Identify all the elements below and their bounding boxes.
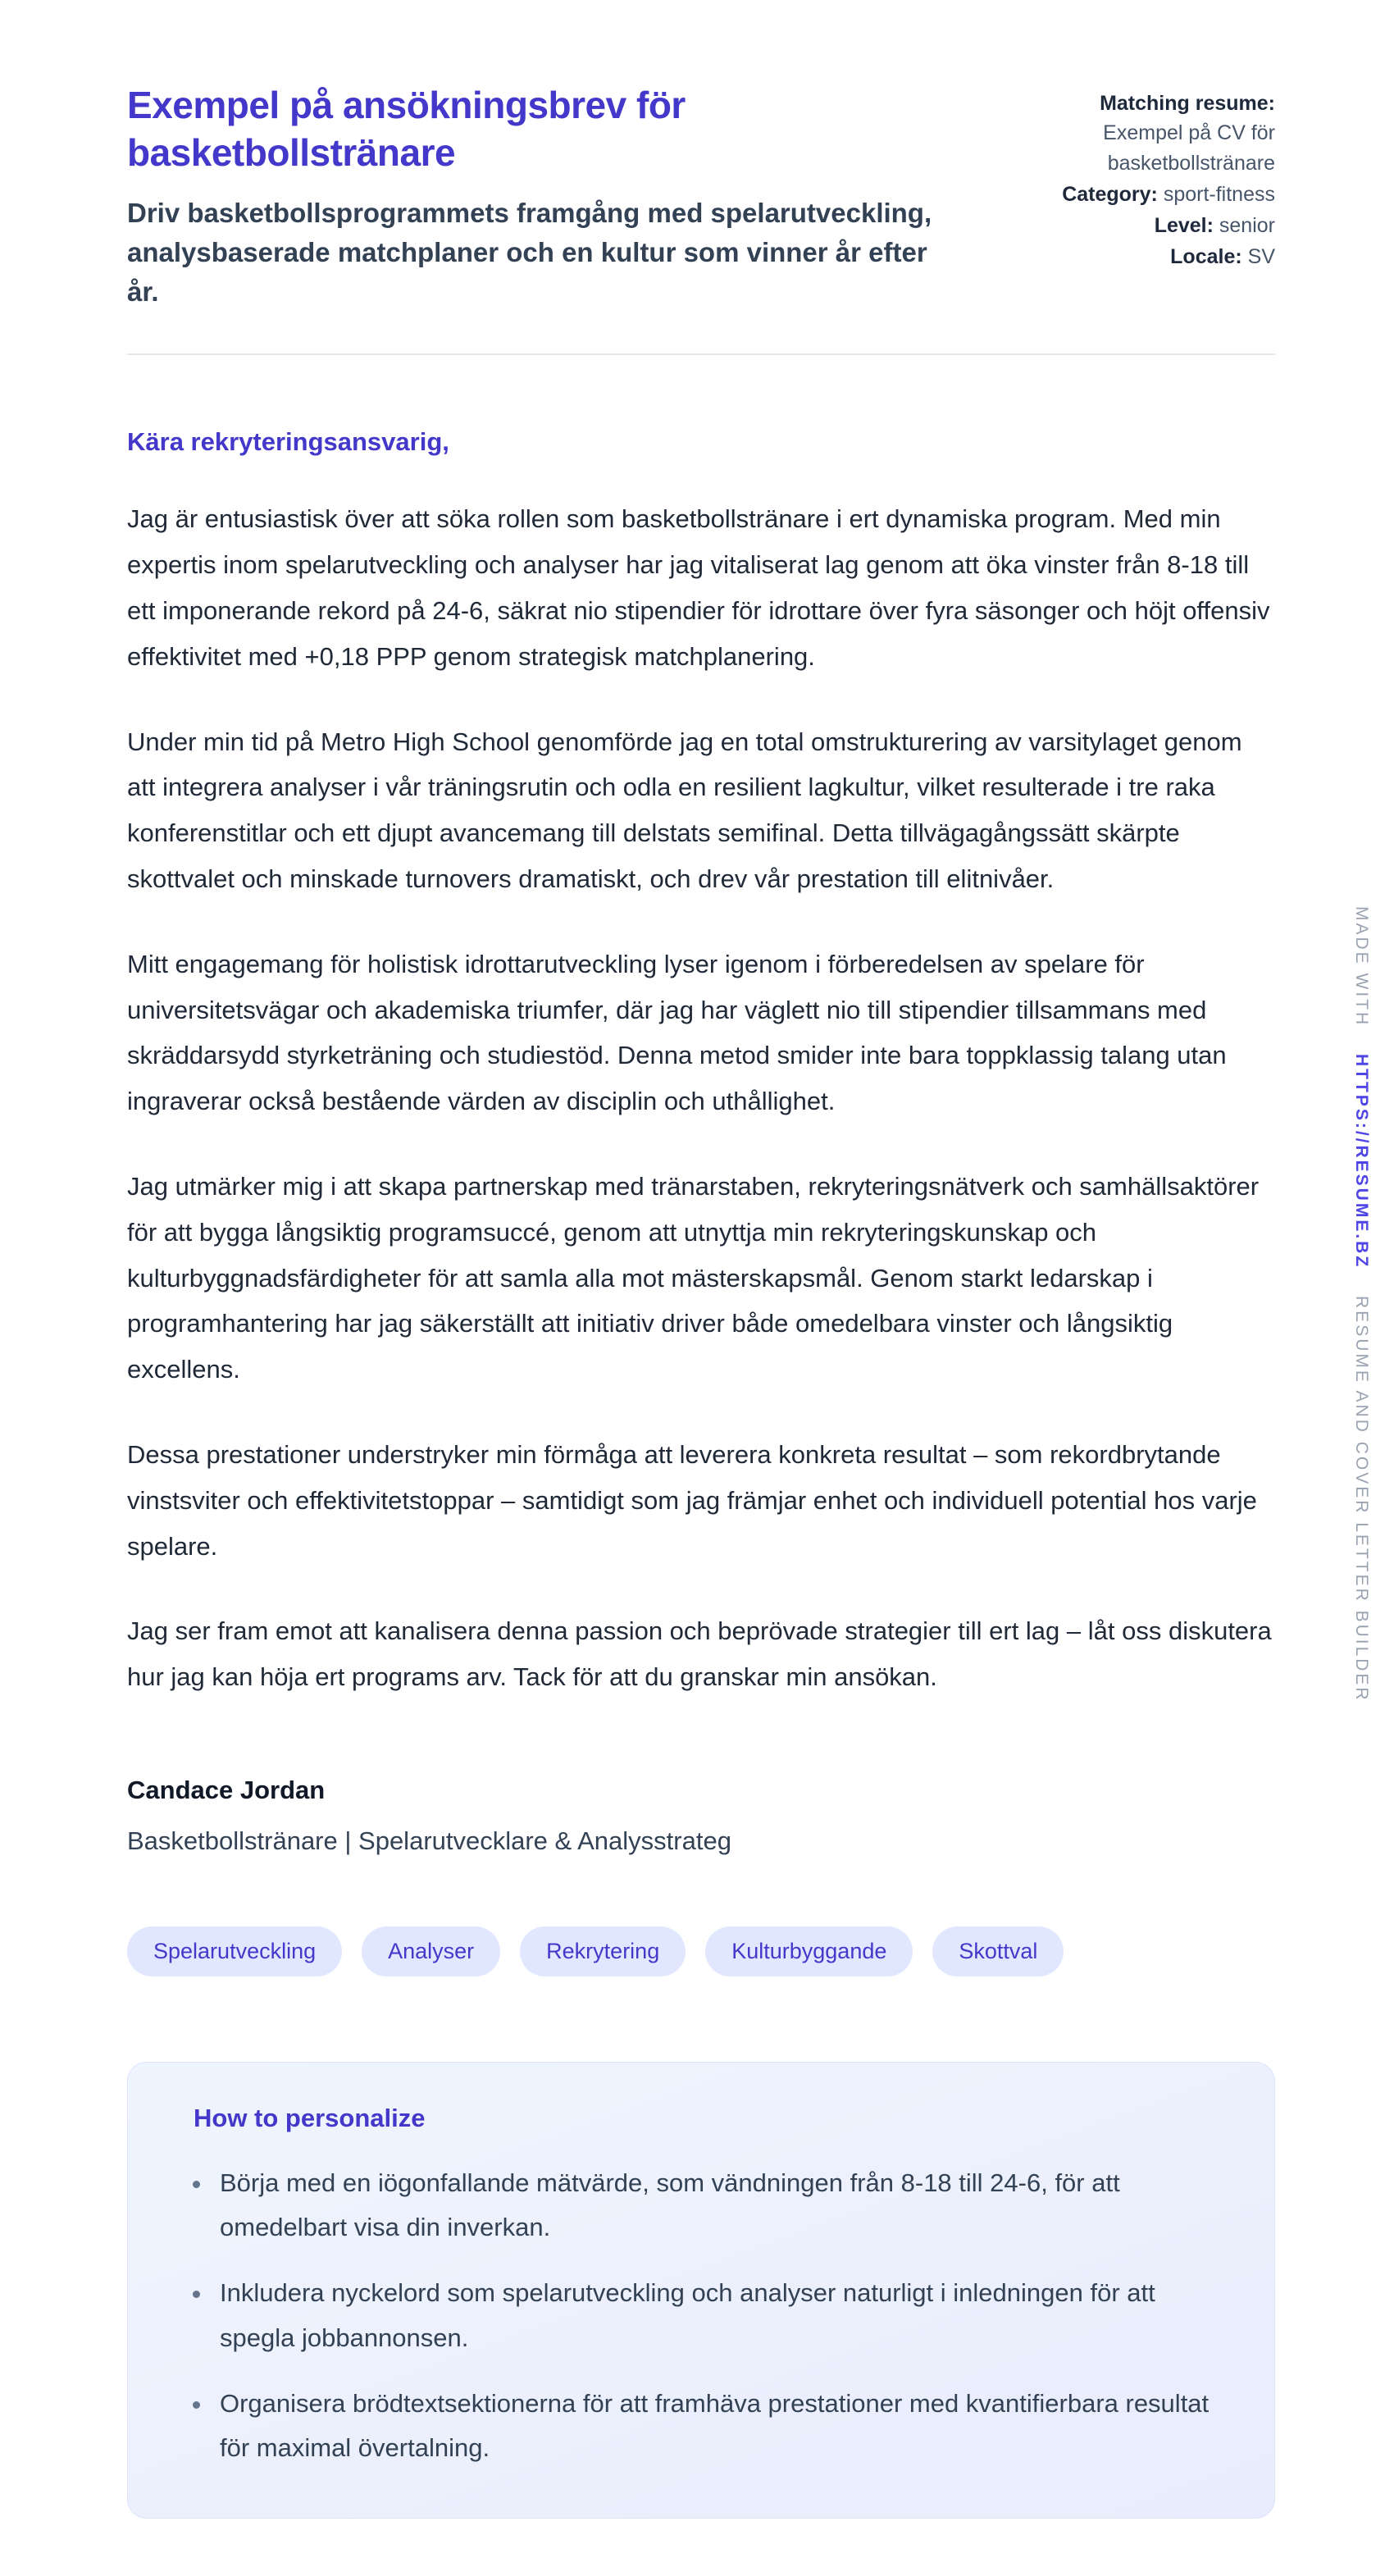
tips-list <box>162 2161 1225 2471</box>
locale-row <box>963 242 1275 271</box>
resume-bz-link[interactable]: HTTPS://RESUME.BZ <box>1352 1054 1371 1270</box>
ribbon-suffix: RESUME AND COVER LETTER BUILDER <box>1352 1296 1371 1703</box>
page-title: Exempel på ansökningsbrev för basketbollstränare <box>127 84 686 174</box>
tag-pill: Kulturbyggande <box>705 1926 913 1976</box>
level-label: Level: <box>1154 214 1214 237</box>
letter-paragraph: Jag utmärker mig i att skapa partnerskap med tränarstaben, rekryteringsnätverk och samhällsaktörer för att bygga långsiktig programsuccé, genom att utnyttja min rekryteringskunskap och kulturbyggnadsfärdigheter för att samla alla mot mästerskapsmål. Genom starkt ledarskap i programhantering har jag säkerställt att initiativ driver både omedelbara vinster och långsiktig excellens. <box>127 1172 1260 1384</box>
tip-item: • Inkludera nyckelord som spelarutveckling och analyser naturligt i inledningen för att spegla jobbannonsen. <box>213 2271 1225 2360</box>
tag-pill: Analyser <box>362 1926 500 1976</box>
category-value: sport-fitness <box>1163 182 1275 206</box>
tips-title: How to personalize <box>194 2103 426 2132</box>
level-row <box>963 211 1275 240</box>
locale-value: SV <box>1247 245 1275 269</box>
tip-item: • Organisera brödtextsektionerna för att framhäva prestationer med kvantifierbara resultat för maximal övertalning. <box>213 2382 1225 2471</box>
keyword-tags <box>127 1926 1275 1976</box>
meta-panel <box>963 82 1275 272</box>
level-value: senior <box>1219 214 1275 237</box>
letter-paragraph: Jag ser fram emot att kanalisera denna passion och beprövade strategier till ert lag – låt oss diskutera hur jag kan höja ert programs arv. Tack för att du granskar min ansökan. <box>127 1616 1272 1692</box>
page-header <box>127 82 1275 311</box>
letter-paragraph: Under min tid på Metro High School genomförde jag en total omstrukturering av varsitylaget genom att integrera analyser i vår träningsrutin och odla en resilient lagkultur, vilket resulterade i tre raka konferenstitlar och ett djupt avancemang till delstats semifinal. Detta tillvägagångssätt skärpte skottvalet och minskade turnovers dramatiskt, och drev vår prestation till elitnivåer. <box>127 727 1242 894</box>
letter-greeting: Kära rekryteringsansvarig, <box>127 427 449 457</box>
ribbon-prefix: MADE WITH <box>1352 906 1371 1028</box>
header-titles <box>127 82 947 311</box>
tip-item: • Börja med en iögonfallande mätvärde, som vändningen från 8-18 till 24-6, för att omedelbart visa din inverkan. <box>213 2161 1225 2250</box>
made-with-ribbon <box>1351 906 1371 1703</box>
how-to-personalize-box <box>127 2062 1275 2519</box>
page-subtitle: Driv basketbollsprogrammets framgång med spelarutveckling, analysbaserade matchplaner och en kultur som vinner år efter år. <box>127 197 932 307</box>
tag-pill: Rekrytering <box>520 1926 686 1976</box>
category-row <box>963 180 1275 209</box>
letter-paragraph: Jag är entusiastisk över att söka rollen som basketbollstränare i ert dynamiska program. Med min expertis inom spelarutveckling och analyser har jag vitaliserat lag genom att öka vinster från 8-18 till ett imponerande rekord på 24-6, säkrat nio stipendier för idrottare över fyra säsonger och höjt offensiv effektivitet med +0,18 PPP genom strategisk matchplanering. <box>127 504 1270 671</box>
signature-role: Basketbollstränare | Spelarutvecklare & Analysstrateg <box>127 1826 731 1855</box>
tag-pill: Skottval <box>932 1926 1064 1976</box>
matching-resume-link[interactable]: Exempel på CV för basketbollstränare <box>1103 121 1275 175</box>
cover-letter-body <box>127 427 1275 1856</box>
letter-paragraph: Mitt engagemang för holistisk idrottarutveckling lyser igenom i förberedelsen av spelare för universitetsvägar och akademiska triumfer, där jag har väglett nio till stipendier tillsammans med skräddarsydd styrketräning och studiestöd. Denna metod smider inte bara toppklassig talang utan ingraverar också bestående värden av disciplin och uthållighet. <box>127 949 1227 1116</box>
tag-pill: Spelarutveckling <box>127 1926 342 1976</box>
matching-resume-row <box>963 89 1275 178</box>
header-divider <box>127 353 1275 355</box>
signature-name: Candace Jordan <box>127 1775 326 1804</box>
category-label: Category: <box>1062 182 1158 206</box>
content-column <box>127 0 1275 2519</box>
letter-paragraph: Dessa prestationer understryker min förmåga att leverera konkreta resultat – som rekordbrytande vinstsviter och effektivitetstoppar – samtidigt som jag främjar enhet och individuell potential hos varje spelare. <box>127 1439 1257 1561</box>
matching-resume-label: Matching resume: <box>1100 92 1275 115</box>
locale-label: Locale: <box>1170 245 1242 269</box>
